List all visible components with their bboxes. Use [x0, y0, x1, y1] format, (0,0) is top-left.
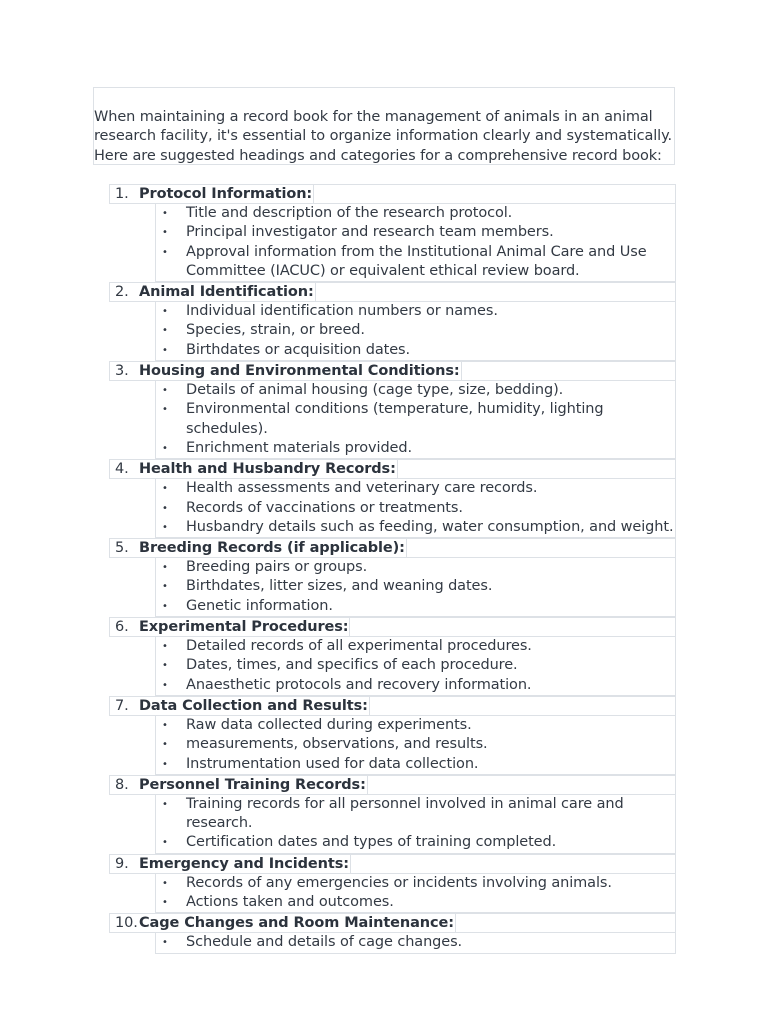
bullet-icon: • — [162, 937, 168, 949]
list-item — [156, 933, 675, 952]
section-bullet-list — [155, 716, 676, 775]
list-item-text: Dates, times, and specifics of each procedure. — [186, 657, 518, 674]
list-item-text: Training records for all personnel involved in animal care and research. — [186, 795, 624, 832]
list-item-text: Schedule and details of cage changes. — [186, 934, 463, 951]
bullet-icon: • — [162, 600, 168, 612]
section-bullet-list — [155, 479, 676, 538]
list-item-text: Anaesthetic protocols and recovery information. — [186, 676, 532, 693]
list-item-text: Raw data collected during experiments. — [186, 716, 472, 733]
list-item — [156, 874, 675, 893]
list-item — [156, 439, 675, 458]
bullet-icon: • — [162, 581, 168, 593]
section-number: 1. — [115, 186, 129, 202]
section-title: Health and Husbandry Records: — [139, 461, 396, 478]
bullet-icon: • — [162, 246, 168, 258]
section-bullet-list — [155, 204, 676, 282]
bullet-icon: • — [162, 227, 168, 239]
bullet-icon: • — [162, 306, 168, 318]
section-bullet-list — [155, 558, 676, 617]
list-item-text: Approval information from the Institutional Animal Care and Use Committee (IACUC) or equivalent ethical review board. — [186, 243, 647, 279]
section-number: 8. — [115, 776, 129, 793]
list-item — [156, 833, 675, 852]
section-number: 9. — [115, 855, 129, 872]
list-item-text: Breeding pairs or groups. — [186, 559, 368, 576]
section-number: 7. — [115, 697, 129, 714]
list-item — [156, 400, 675, 439]
section-title: Cage Changes and Room Maintenance: — [139, 915, 454, 932]
section-number: 2. — [115, 284, 129, 301]
list-item-text: Certification dates and types of training completed. — [186, 834, 557, 851]
list-item-text: Records of any emergencies or incidents involving animals. — [186, 874, 612, 891]
bullet-icon: • — [162, 719, 168, 731]
bullet-icon: • — [162, 837, 168, 849]
list-item-text: Instrumentation used for data collection. — [186, 755, 479, 772]
list-item — [156, 637, 675, 656]
list-item — [156, 518, 675, 537]
list-item — [156, 577, 675, 596]
bullet-icon: • — [162, 641, 168, 653]
bullet-icon: • — [162, 502, 168, 514]
section-bullet-list — [155, 637, 676, 696]
list-item — [156, 341, 675, 360]
bullet-icon: • — [162, 562, 168, 574]
section-heading-row — [109, 538, 676, 558]
list-item — [156, 735, 675, 754]
intro-paragraph: When maintaining a record book for the management of animals in an animal research facility, it's essential to organize information clearly and systematically. Here are suggested headings and categories for a comprehensive record book: — [93, 87, 675, 165]
bullet-icon: • — [162, 385, 168, 397]
list-item — [156, 204, 675, 223]
section-number: 10. — [115, 915, 138, 932]
bullet-icon: • — [162, 208, 168, 219]
bullet-icon: • — [162, 897, 168, 909]
section-bullet-list — [155, 302, 676, 361]
list-item-text: Details of animal housing (cage type, size, bedding). — [186, 382, 564, 399]
section-heading-row — [109, 184, 676, 204]
list-item — [156, 795, 675, 834]
section-number: 4. — [115, 461, 129, 478]
section-heading-row — [109, 913, 676, 933]
list-item-text: Detailed records of all experimental procedures. — [186, 638, 532, 655]
list-item — [156, 321, 675, 340]
list-item — [156, 597, 675, 616]
bullet-icon: • — [162, 521, 168, 533]
list-item-text: Individual identification numbers or names. — [186, 303, 498, 320]
list-item-text: Birthdates, litter sizes, and weaning dates. — [186, 578, 493, 595]
list-item-text: Species, strain, or breed. — [186, 322, 365, 339]
list-item — [156, 676, 675, 695]
list-item-text: Principal investigator and research team members. — [186, 224, 554, 241]
section-title: Breeding Records (if applicable): — [139, 540, 405, 557]
section-heading-row — [109, 775, 676, 795]
section-title: Personnel Training Records: — [139, 776, 366, 793]
numbered-section-list — [109, 184, 676, 954]
list-item — [156, 499, 675, 518]
section-title: Protocol Information: — [139, 186, 313, 202]
section-heading-row — [109, 617, 676, 637]
list-item-text: Environmental conditions (temperature, humidity, lighting schedules). — [186, 401, 604, 437]
section-heading-row — [109, 696, 676, 716]
list-item — [156, 302, 675, 321]
list-item-text: Actions taken and outcomes. — [186, 894, 394, 911]
list-item — [156, 716, 675, 735]
section-title: Housing and Environmental Conditions: — [139, 363, 460, 380]
bullet-icon: • — [162, 739, 168, 751]
bullet-icon: • — [162, 679, 168, 691]
section-bullet-list — [155, 795, 676, 854]
section-bullet-list — [155, 381, 676, 459]
bullet-icon: • — [162, 758, 168, 770]
section-bullet-list — [155, 874, 676, 914]
list-item — [156, 893, 675, 912]
list-item-text: Records of vaccinations or treatments. — [186, 499, 463, 516]
list-item-text: measurements, observations, and results. — [186, 736, 488, 753]
bullet-icon: • — [162, 483, 168, 495]
section-heading-row — [109, 854, 676, 874]
bullet-icon: • — [162, 877, 168, 889]
list-item-text: Husbandry details such as feeding, water consumption, and weight. — [186, 518, 674, 535]
list-item — [156, 243, 675, 282]
section-heading-row — [109, 282, 676, 302]
section-heading-row — [109, 361, 676, 381]
bullet-icon: • — [162, 798, 168, 810]
bullet-icon: • — [162, 442, 168, 454]
bullet-icon: • — [162, 344, 168, 356]
section-number: 3. — [115, 363, 129, 380]
list-item — [156, 479, 675, 498]
list-item-text: Health assessments and veterinary care records. — [186, 480, 538, 497]
section-heading-row — [109, 459, 676, 479]
list-item-text: Title and description of the research protocol. — [186, 205, 513, 221]
list-item — [156, 381, 675, 400]
bullet-icon: • — [162, 404, 168, 416]
list-item — [156, 223, 675, 242]
section-number: 5. — [115, 540, 129, 557]
section-title: Animal Identification: — [139, 284, 314, 301]
list-item-text: Birthdates or acquisition dates. — [186, 341, 411, 358]
list-item-text: Enrichment materials provided. — [186, 439, 412, 456]
bullet-icon: • — [162, 325, 168, 337]
bullet-icon: • — [162, 660, 168, 672]
section-title: Data Collection and Results: — [139, 697, 368, 714]
section-title: Emergency and Incidents: — [139, 855, 349, 872]
list-item — [156, 558, 675, 577]
section-title: Experimental Procedures: — [139, 619, 349, 636]
section-bullet-list — [155, 933, 676, 953]
list-item-text: Genetic information. — [186, 597, 333, 614]
section-number: 6. — [115, 619, 129, 636]
list-item — [156, 656, 675, 675]
list-item — [156, 755, 675, 774]
